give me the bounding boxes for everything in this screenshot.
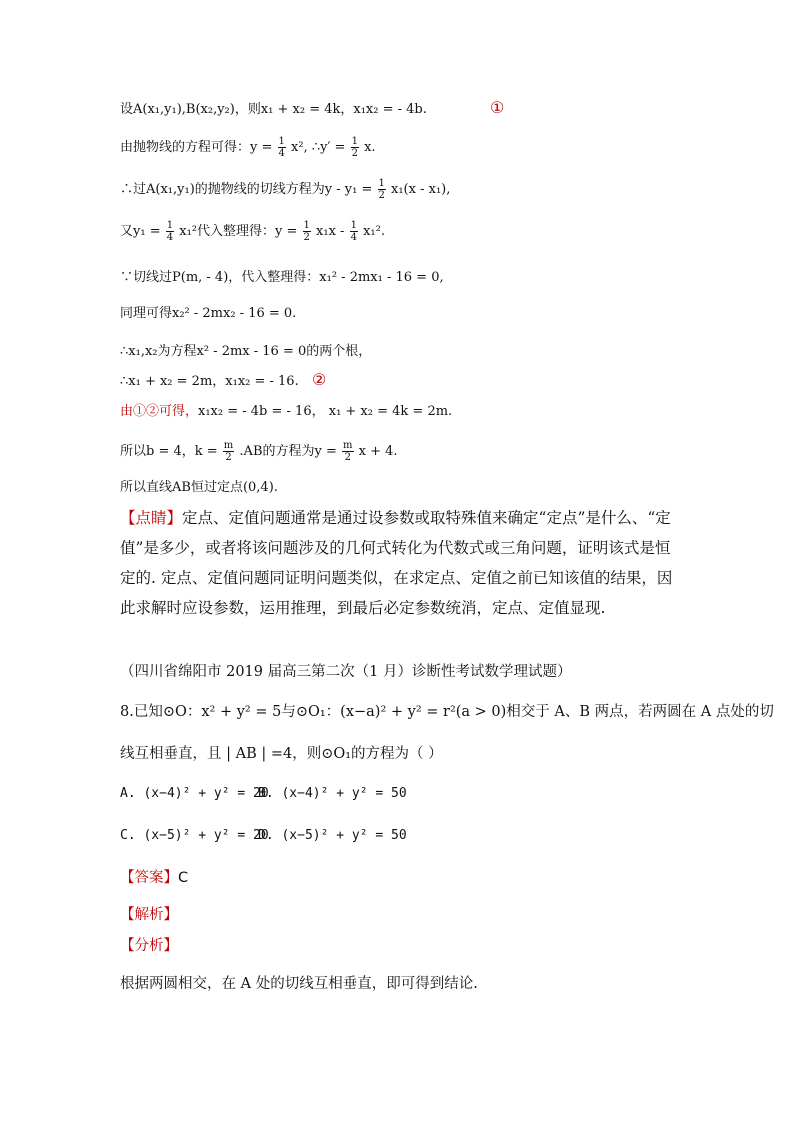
fraction-1-2: $\frac{1}{2}$ [378, 178, 385, 201]
fraction-1-4: $\frac{1}{4}$ [278, 136, 285, 159]
line-5: ∵切线过P(m, - 4)，代入整理得：x₁² - 2mx₁ - 16 = 0, [120, 270, 444, 285]
line-9: 由①②可得，x₁x₂ = - 4b = - 16， x₁ + x₂ = 4k = 2m. [120, 404, 453, 419]
circle-mark-1: ① [490, 98, 505, 117]
line-3: ∴过A(x₁,y₁)的抛物线的切线方程为y - y₁ = $\frac{1}{2}$ x₁(x - x₁), [120, 178, 451, 201]
option-d[interactable]: D. (x−5)² + y² = 50 [258, 828, 407, 843]
line-11: 所以直线AB恒过定点(0,4). [120, 480, 278, 495]
answer-label: 【答案】 [120, 870, 178, 886]
line-4: 又y₁ = $\frac{1}{4}$ x₁²代入整理得：y = $\frac{1}{2}$ x₁x - $\frac{1}{4}$ x₁². [120, 220, 385, 243]
fraction-1-4: $\frac{1}{4}$ [166, 220, 174, 243]
fenxi-label: 【分析】 [120, 938, 178, 954]
line-10: 所以b = 4，k = $\frac{m}{2}$ .AB的方程为y = $\frac{m}{2}$ x + 4. [120, 440, 398, 463]
tip-label: 【点睛】 [120, 509, 183, 527]
option-a[interactable]: A. (x−4)² + y² = 20 [120, 786, 269, 801]
conclusion-line: 根据两圆相交，在 A 处的切线互相垂直，即可得到结论. [120, 976, 478, 992]
source-line: （四川省绵阳市 2019 届高三第二次（1 月）诊断性考试数学理试题） [120, 664, 572, 680]
analysis-label: 【解析】 [120, 907, 178, 923]
answer-line [120, 866, 188, 887]
line-7: ∴x₁,x₂为方程x² - 2mx - 16 = 0的两个根， [120, 344, 372, 359]
tip-text: 定点、定值问题通常是通过设参数或取特殊值来确定“定点”是什么、“定值”是多少，或者将该问题涉及的几何式转化为代数式或三角问题，证明该式是恒定的. 定点、定值问题同证明问题类似，在求定点、定值之前已知该值的结果，因此求解时应设参数，运用推理，到最后必定参数统消，定点、定值显现. [120, 509, 673, 617]
question-line-1: 8.已知⊙O：x² + y² = 5与⊙O₁：(x−a)² + y² = r²(a > 0)相交于 A、B 两点，若两圆在 A 点处的切 [120, 704, 774, 720]
circle-mark-2: ② [312, 370, 327, 389]
fraction-1-2: $\frac{1}{2}$ [303, 220, 310, 243]
question-line-2: 线互相垂直，且 | AB | =4，则⊙O₁的方程为（ ） [120, 746, 443, 762]
line-8: ∴x₁ + x₂ = 2m，x₁x₂ = - 16. ② [120, 370, 327, 389]
line-2: 由抛物线的方程可得：y = $\frac{1}{4}$ x², ∴y′ = $\frac{1}{2}$ x. [120, 136, 376, 159]
line-1: 设A(x₁,y₁),B(x₂,y₂)，则x₁ + x₂ = 4k，x₁x₂ = - 4b. ① [120, 98, 505, 117]
line-6: 同理可得x₂² - 2mx₂ - 16 = 0. [120, 306, 297, 321]
fraction-m-2: $\frac{m}{2}$ [343, 440, 353, 463]
tip-paragraph [120, 503, 680, 623]
option-c[interactable]: C. (x−5)² + y² = 20 [120, 828, 269, 843]
fraction-m-2: $\frac{m}{2}$ [223, 440, 234, 463]
answer-value: C [178, 870, 189, 886]
fraction-1-2: $\frac{1}{2}$ [351, 136, 358, 159]
option-b[interactable]: B. (x−4)² + y² = 50 [258, 786, 407, 801]
fraction-1-4: $\frac{1}{4}$ [350, 220, 357, 243]
